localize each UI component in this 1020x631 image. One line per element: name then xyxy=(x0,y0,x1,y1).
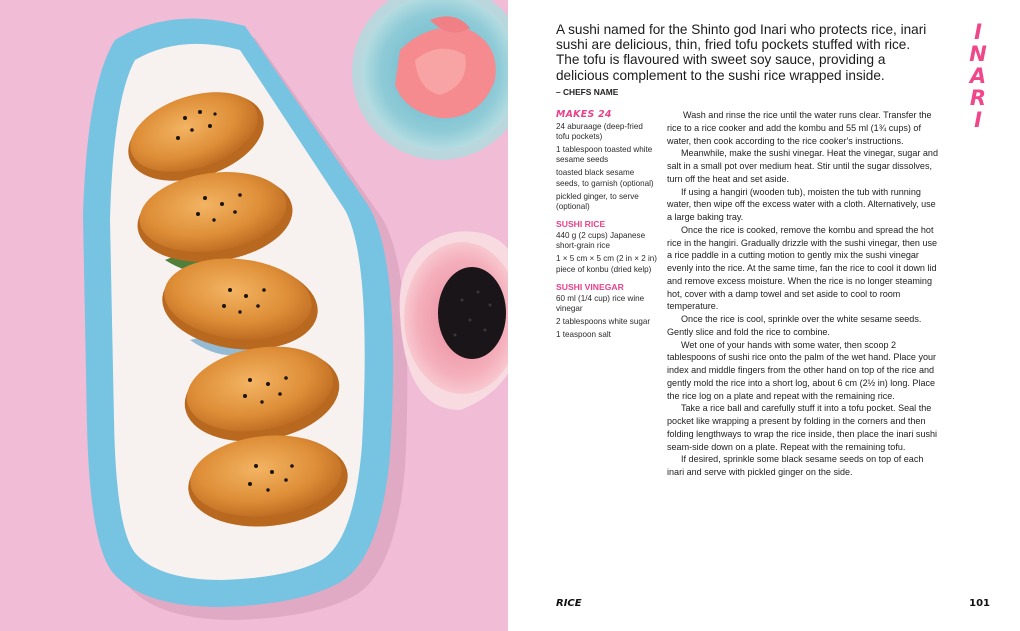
ingredient: pickled ginger, to serve (optional) xyxy=(556,191,639,211)
sushi-rice-heading: SUSHI RICE xyxy=(556,219,606,230)
page-number: 101 xyxy=(969,598,990,609)
method-paragraph: If using a hangiri (wooden tub), moisten the tub with running water, then wipe off the excess water with a cloth. Alternatively, use a large baking tray. xyxy=(667,186,936,222)
food-photo xyxy=(0,0,508,631)
ingredient: 1 × 5 cm × 5 cm (2 in × 2 in) piece of konbu (dried kelp) xyxy=(556,254,657,274)
method-paragraph: Meanwhile, make the sushi vinegar. Heat the vinegar, sugar and salt in a small pot over medium heat. Stir until the sugar dissolves, turn off the heat and set aside. xyxy=(667,148,938,184)
method-paragraph: Wash and rinse the rice until the water runs clear. Transfer the rice to a rice cooker and add the kombu and 55 ml (1¾ cups) of water, then cook according to the rice cooker's instructions. xyxy=(667,110,932,146)
makes-heading: MAKES 24 xyxy=(556,109,612,120)
recipe-intro: A sushi named for the Shinto god Inari who protects rice, inari sushi are delicious, thin, fried tofu pockets stuffed with rice. The tofu is flavoured with sweet soy sauce, providing a delicious complement to the sushi rice wrapped inside. xyxy=(556,22,927,83)
method-paragraph: Take a rice ball and carefully stuff it into a tofu pocket. Seal the pocket like wrapping a present by folding in the corners and then folding lengthways to wrap the rice inside, then place the inari sushi seam-side down on a plate. Repeat with the remaining tofu. xyxy=(667,403,938,452)
ingredient: 1 tablespoon toasted white sesame seeds xyxy=(556,145,653,165)
ingredients-list xyxy=(556,109,658,343)
method-steps xyxy=(667,109,938,479)
byline: – CHEFS NAME xyxy=(556,87,619,97)
method-paragraph: Once the rice is cool, sprinkle over the white sesame seeds. Gently slice and fold the rice to combine. xyxy=(667,314,922,337)
ingredient: 2 tablespoons white sugar xyxy=(556,317,651,327)
ingredient: 1 teaspoon salt xyxy=(556,330,611,340)
section-footer: RICE xyxy=(556,598,582,609)
black-sesame-bowl xyxy=(400,231,508,410)
ingredient: 440 g (2 cups) Japanese short-grain rice xyxy=(556,231,646,251)
method-paragraph: Once the rice is cooked, remove the kombu and spread the hot rice in the hangiri. Gradually drizzle with the sushi vinegar, then use a rice paddle in a cutting motion to gently mix the sushi vinegar evenly into the rice. At the same time, fan the rice to cool it down lid and remove excess moisture. When the rice is no longer steaming hot, cover with a damp towel and set aside to cool to room temperature. xyxy=(667,224,938,312)
inari-sushi-illustration xyxy=(0,0,508,631)
method-paragraph: Wet one of your hands with some water, then scoop 2 tablespoons of sushi rice onto the palm of the wet hand. Place your index and middle fingers from the other hand on top of the rice and gently mold the rice into a short log, about 6 cm (2½ in) long. Place the rice log on a plate and repeat with the remaining rice. xyxy=(667,339,937,401)
ingredient: 24 aburaage (deep-fried tofu pockets) xyxy=(556,122,643,142)
sushi-vinegar-heading: SUSHI VINEGAR xyxy=(556,281,624,292)
ingredient: 60 ml (1/4 cup) rice wine vinegar xyxy=(556,293,645,314)
recipe-page xyxy=(508,0,1020,631)
ingredient: toasted black sesame seeds, to garnish (optional) xyxy=(556,168,654,188)
method-paragraph: If desired, sprinkle some black sesame seeds on top of each inari and serve with pickled ginger on the side. xyxy=(667,454,924,477)
recipe-title: INARI xyxy=(969,20,987,132)
